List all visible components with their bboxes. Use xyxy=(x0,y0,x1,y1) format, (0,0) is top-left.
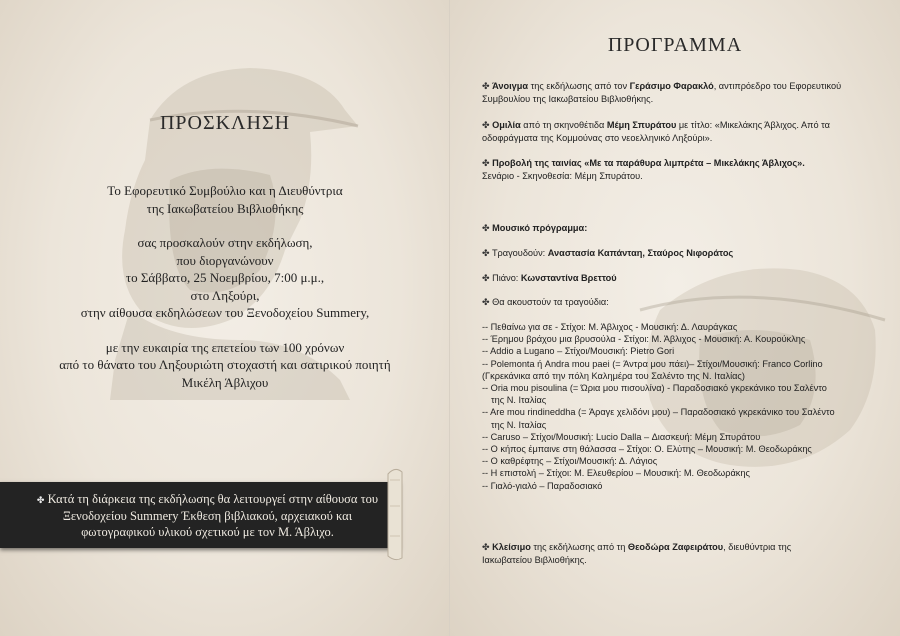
song-line: της Ν. Ιταλίας xyxy=(491,395,547,406)
item-text: της εκδήλωσης από τον xyxy=(528,81,630,91)
song-line: -- Γιαλό-γιαλό – Παραδοσιακό xyxy=(482,480,603,491)
invite-line: το Σάββατο, 25 Νοεμβρίου, 7:00 μ.μ., xyxy=(125,270,325,285)
bullet-icon: ✤ xyxy=(482,223,490,233)
bullet-icon: ✤ xyxy=(482,158,490,168)
item-text: Ιακωβατείου Βιβλιοθήκης. xyxy=(482,555,587,565)
song-line: -- Ο κήπος έμπαινε στη θάλασσα – Στίχοι: Ο. Ελύτης – Μουσική: Μ. Θεοδωράκης xyxy=(482,444,812,455)
bullet-icon: ✤ xyxy=(482,542,490,552)
invite-line: που διοργανώνουν xyxy=(176,252,274,268)
item-text: με τίτλο: «Μικελάκης Άβλιχος. Από τα xyxy=(676,120,830,130)
songs-heading-text: Θα ακουστούν τα τραγούδια: xyxy=(492,297,609,307)
bullet-icon: ✤ xyxy=(36,495,45,505)
bullet-icon: ✤ xyxy=(482,273,490,283)
opening-label: Άνοιγμα xyxy=(492,81,529,91)
speaker-name: Μέμη Σπυράτου xyxy=(606,120,677,130)
banner-line: φωτογραφικού υλικού σχετικού με τον Μ. Άβλιχο. xyxy=(81,525,334,539)
song-line: -- Oria mou pisoulina (= Ώρια μου πισουλίνα) - Παραδοσιακό γκρεκάνικο του Σαλέντο xyxy=(482,383,827,394)
item-text: από τη σκηνοθέτιδα xyxy=(520,120,607,130)
song-line: -- Η επιστολή – Στίχοι: Μ. Ελευθερίου – Μουσική: Μ. Θεοδωράκης xyxy=(482,468,750,479)
singers-names: Αναστασία Καπάνταη, Σταύρος Νιφοράτος xyxy=(547,248,734,258)
invite-line: σας προσκαλούν στην εκδήλωση, xyxy=(137,235,313,250)
item-text: Συμβουλίου της Ιακωβατείου Βιβλιοθήκης. xyxy=(482,94,654,104)
song-line: -- Έρημου βράχου μια βρυσούλα - Στίχοι: Μ. Άβλιχος - Μουσική: Α. Κουρούκλης xyxy=(482,334,806,345)
music-heading xyxy=(482,222,900,235)
piano-label: Πιάνο: xyxy=(492,273,521,283)
invitation-title: ΠΡΟΣΚΛΗΣΗ xyxy=(159,112,291,134)
item-text: της εκδήλωσης από τη xyxy=(530,542,628,552)
music-heading-text: Μουσικό πρόγραμμα: xyxy=(492,223,588,233)
program-item-screening xyxy=(482,157,900,183)
invite-line: Το Εφορευτικό Συμβούλιο και η Διευθύντρια xyxy=(107,183,343,198)
speaker-name: Γεράσιμο Φαρακλό xyxy=(629,81,714,91)
invite-line: της Ιακωβατείου Βιβλιοθήκης xyxy=(146,200,304,216)
closing-label: Κλείσιμο xyxy=(492,542,531,552)
song-line: -- Polemonta ή Andra mou paei (= Άντρα μου πάει)– Στίχοι/Μουσική: Franco Corlino xyxy=(482,358,823,369)
banner-line: Ξενοδοχείου Summery Έκθεση βιβλιακού, αρχειακού και xyxy=(62,509,353,523)
screening-label: Προβολή της ταινίας «Με τα παράθυρα λιμπρέτα – Μικελάκης Άβλιχος». xyxy=(492,158,805,168)
bullet-icon: ✤ xyxy=(482,120,490,130)
exhibition-text xyxy=(20,491,395,540)
program-item-speech xyxy=(482,119,900,145)
speech-label: Ομιλία xyxy=(492,120,521,130)
song-line: -- Caruso – Στίχοι/Μουσική: Lucio Dalla – Διασκευή: Μέμη Σπυράτου xyxy=(482,431,761,442)
songs-heading xyxy=(482,296,900,309)
program-title: ΠΡΟΓΡΑΜΜΑ xyxy=(607,34,743,56)
item-text: Σενάριο - Σκηνοθεσία: Μέμη Σπυράτου. xyxy=(482,171,643,181)
song-line: -- Πεθαίνω για σε - Στίχοι: Μ. Άβλιχος - Μουσική: Δ. Λαυράγκας xyxy=(482,322,738,332)
invite-line: από το θάνατο του Ληξουριώτη στοχαστή και σατιρικού ποιητή xyxy=(59,357,391,372)
singers-label: Τραγουδούν: xyxy=(491,248,548,258)
item-text: οδοφράγματα της Κομμούνας στο νεοελληνικό Ληξούρι». xyxy=(482,133,713,143)
song-line: -- Addio a Lugano – Στίχοι/Μουσική: Pietro Gori xyxy=(482,346,675,357)
bullet-icon: ✤ xyxy=(482,81,490,91)
song-line: -- Ο καθρέφτης – Στίχοι/Μουσική: Δ. Λάγιος xyxy=(482,456,658,467)
invite-line: Μικέλη Άβλιχου xyxy=(181,374,269,390)
song-line: -- Are mou rindineddha (= Άραγε χελιδόνι μου) – Παραδοσιακό γκρεκάνικο του Σαλέντο xyxy=(482,407,835,418)
program-item-opening xyxy=(482,80,900,106)
invitation-text xyxy=(0,182,450,408)
program-item-closing xyxy=(482,541,900,567)
exhibition-banner xyxy=(0,482,400,548)
invite-line: με την ευκαιρία της επετείου των 100 χρόνων xyxy=(105,339,345,355)
banner-line: Κατά τη διάρκεια της εκδήλωσης θα λειτουργεί στην αίθουσα του xyxy=(47,492,379,506)
song-line: της Ν. Ιταλίας xyxy=(491,419,547,430)
bullet-icon: ✤ xyxy=(482,297,490,307)
scroll-curl-icon xyxy=(384,466,406,562)
song-line: (Γκρεκάνικα από την πόλη Καλημέρα του Σαλέντο της Ν. Ιταλίας) xyxy=(482,370,745,381)
item-text: , διευθύντρια της xyxy=(723,542,792,552)
song-list xyxy=(482,321,900,492)
invite-line: στο Ληξούρι, xyxy=(190,287,260,303)
speaker-name: Θεοδώρα Ζαφειράτου xyxy=(627,542,724,552)
piano-line xyxy=(482,272,900,285)
item-text: , αντιπρόεδρο του Εφορευτικού xyxy=(713,81,842,91)
invite-line: στην αίθουσα εκδηλώσεων του Ξενοδοχείου Summery, xyxy=(80,305,370,320)
singers-line xyxy=(482,247,900,260)
pianist-name: Κωνσταντίνα Βρεττού xyxy=(520,273,617,283)
bullet-icon: ✤ xyxy=(482,248,490,258)
